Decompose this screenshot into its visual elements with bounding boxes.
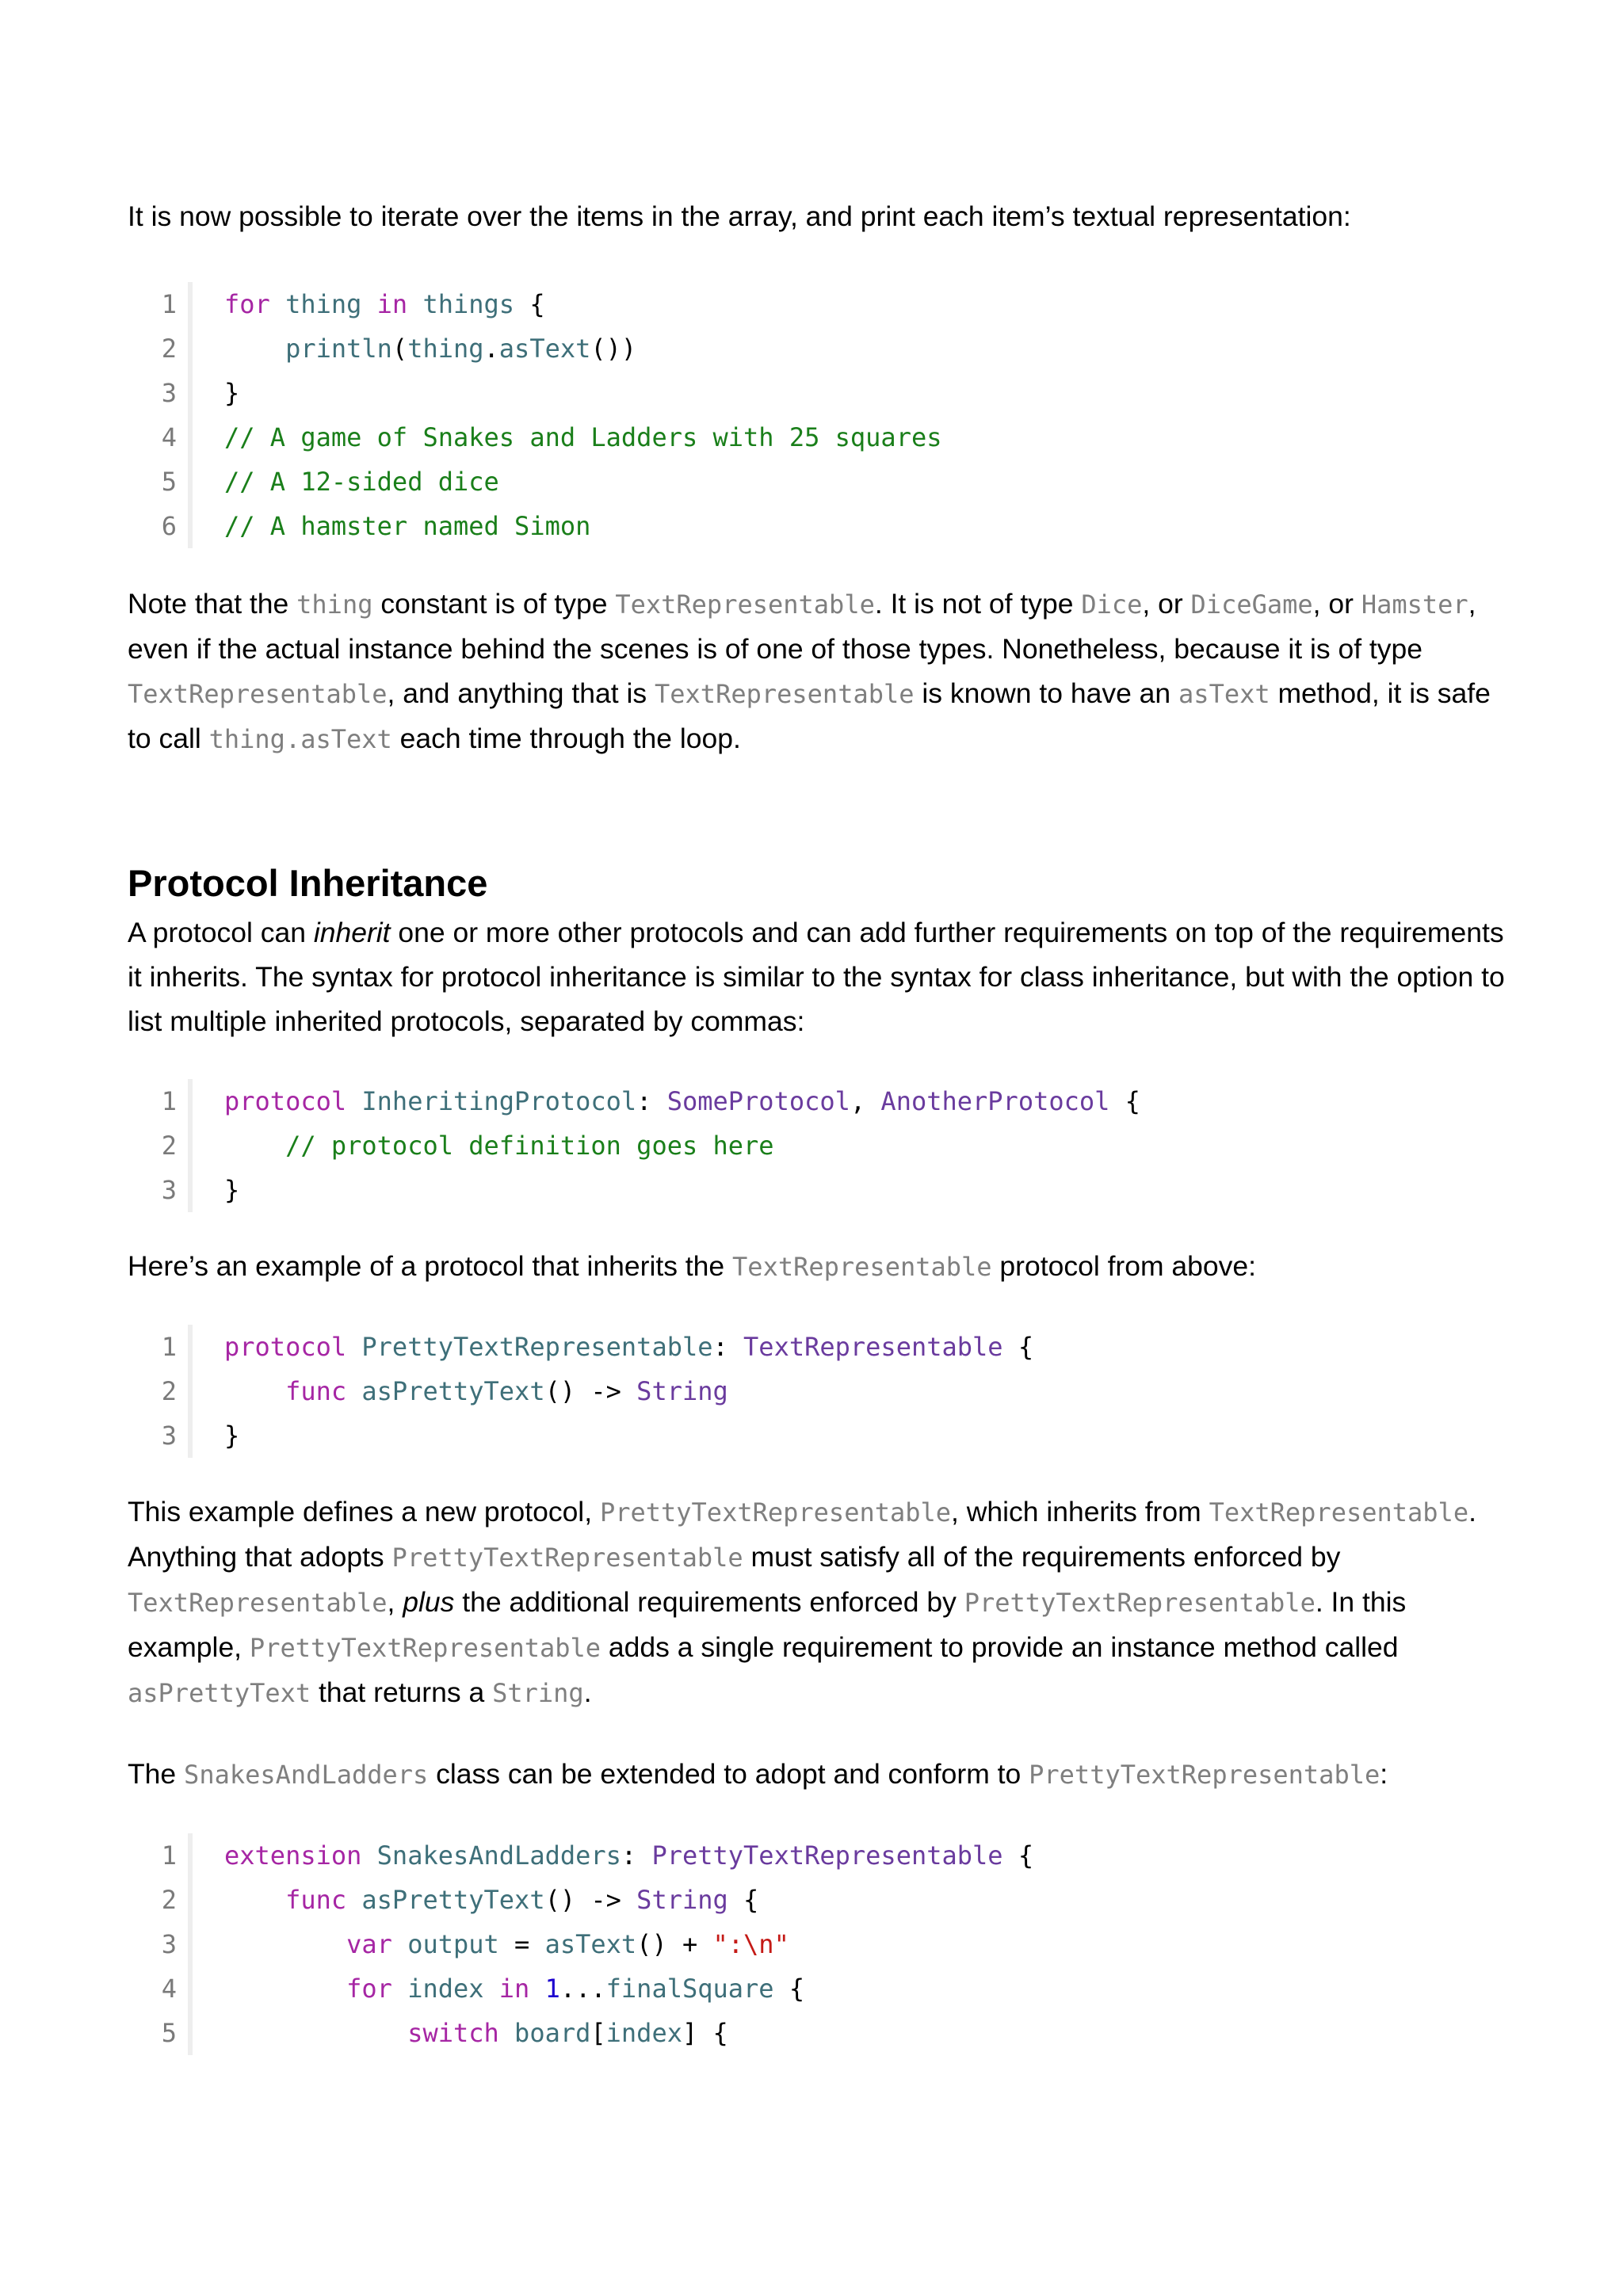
code-token: () + — [636, 1929, 713, 1959]
code-line — [224, 1413, 1033, 1458]
inline-code: TextRepresentable — [1209, 1497, 1469, 1527]
paragraph-snakes — [128, 1752, 1510, 1797]
code-token: { — [773, 1974, 805, 2004]
code-token: board — [514, 2018, 591, 2048]
code-token: // A 12-sided dice — [224, 467, 499, 497]
inline-code: Dice — [1081, 589, 1143, 620]
code-token: asPrettyText — [361, 1376, 545, 1406]
code-line — [224, 460, 941, 504]
code-token: PrettyTextRepresentable — [651, 1840, 1003, 1871]
paragraph-text: . Anything that adopts — [128, 1496, 1476, 1573]
code-token: [ — [590, 2018, 606, 2048]
inline-code: PrettyTextRepresentable — [249, 1633, 601, 1663]
inline-code: TextRepresentable — [128, 679, 388, 709]
code-token — [346, 1086, 361, 1116]
code-token: protocol — [224, 1332, 347, 1362]
inline-code: TextRepresentable — [732, 1252, 992, 1282]
code-token: SnakesAndLadders — [376, 1840, 621, 1871]
paragraph-example — [128, 1244, 1510, 1289]
paragraph-defines — [128, 1489, 1510, 1715]
code-token: : — [636, 1086, 667, 1116]
code-line — [224, 326, 941, 371]
code-lines — [193, 1079, 1140, 1212]
code-token: in — [376, 289, 408, 319]
paragraph-text: each time through the loop. — [391, 723, 741, 754]
code-lines — [193, 1833, 1033, 2055]
code-line — [224, 1369, 1033, 1413]
code-token: asPrettyText — [361, 1885, 545, 1915]
paragraph-text: The — [128, 1758, 185, 1790]
inline-code: thing.asText — [208, 724, 392, 754]
line-number-gutter — [128, 1833, 193, 2055]
paragraph-text: A protocol can — [128, 917, 314, 948]
code-token: extension — [224, 1840, 362, 1871]
paragraph-text: : — [1380, 1758, 1388, 1790]
inline-code: PrettyTextRepresentable — [964, 1588, 1316, 1618]
code-token: PrettyTextRepresentable — [361, 1332, 713, 1362]
line-number: 5 — [161, 467, 177, 497]
line-number: 5 — [161, 2018, 177, 2048]
paragraph-text: adds a single requirement to provide an instance method called — [601, 1631, 1399, 1663]
code-token — [346, 1376, 361, 1406]
inline-code: TextRepresentable — [655, 679, 915, 709]
code-lines — [193, 282, 941, 548]
inline-code: asPrettyText — [128, 1678, 311, 1708]
code-token: : — [712, 1332, 744, 1362]
paragraph-text: one or more other protocols and can add further requirements on top of the requirements it inherits. The syntax for protocol inheritance is similar to the syntax for class inheritance, but with the option to list multiple inherited protocols, separated by commas: — [128, 917, 1505, 1037]
code-line — [224, 415, 941, 460]
paragraph-text: . It is not of type — [874, 588, 1082, 620]
code-token: in — [498, 1974, 530, 2004]
line-number: 6 — [161, 511, 177, 541]
code-block-1 — [128, 282, 1510, 548]
code-token: for — [224, 289, 270, 319]
code-token — [529, 1974, 544, 2004]
code-token: asText — [498, 334, 591, 364]
code-block-3 — [128, 1325, 1510, 1458]
inline-code: TextRepresentable — [128, 1588, 388, 1618]
code-token — [361, 1840, 376, 1871]
code-token: ... — [559, 1974, 606, 2004]
emphasis-text: inherit — [313, 917, 391, 948]
paragraph-text: , or — [1312, 588, 1361, 620]
code-token — [346, 1885, 361, 1915]
section-heading: Protocol Inheritance — [128, 862, 488, 904]
code-token — [224, 1376, 285, 1406]
code-token: { — [1002, 1332, 1034, 1362]
code-token — [392, 1929, 407, 1959]
code-token: // A hamster named Simon — [224, 511, 591, 541]
paragraph-iterate: It is now possible to iterate over the items in the array, and print each item’s textual representation: — [128, 200, 1351, 232]
code-line — [224, 2011, 1033, 2055]
paragraph-text: , and anything that is — [387, 677, 655, 709]
code-token: index — [407, 1974, 484, 2004]
line-number: 4 — [161, 422, 177, 452]
line-number: 2 — [161, 334, 177, 364]
code-token: println — [285, 334, 392, 364]
paragraph-note — [128, 582, 1510, 761]
code-token — [224, 1885, 285, 1915]
code-token: ] { — [682, 2018, 728, 2048]
code-token: for — [346, 1974, 392, 2004]
code-token: { — [514, 289, 545, 319]
line-number: 1 — [161, 1840, 177, 1871]
code-token: AnotherProtocol — [880, 1086, 1110, 1116]
inline-code: thing — [296, 589, 373, 620]
inline-code: PrettyTextRepresentable — [391, 1543, 743, 1573]
code-token: thing — [407, 334, 484, 364]
paragraph-text: . — [583, 1676, 592, 1708]
code-token: 1 — [544, 1974, 560, 2004]
code-token: } — [224, 1175, 240, 1205]
code-token: , — [850, 1086, 881, 1116]
code-token — [224, 1131, 285, 1161]
inline-code: asText — [1178, 679, 1270, 709]
paragraph-text: method, it is safe to call — [128, 677, 1491, 754]
code-line — [224, 371, 941, 415]
line-number: 1 — [161, 1086, 177, 1116]
inline-code: Hamster — [1361, 589, 1468, 620]
code-token: func — [285, 1885, 347, 1915]
line-number-gutter — [128, 1079, 193, 1212]
code-block-2 — [128, 1079, 1510, 1212]
code-block-4 — [128, 1833, 1510, 2055]
paragraph-text: , or — [1142, 588, 1191, 620]
code-token: things — [422, 289, 515, 319]
paragraph-text: Here’s an example of a protocol that inherits the — [128, 1250, 733, 1282]
code-token — [499, 2018, 514, 2048]
paragraph-text: must satisfy all of the requirements enforced by — [743, 1541, 1341, 1573]
code-token: TextRepresentable — [743, 1332, 1003, 1362]
code-token: ( — [391, 334, 408, 364]
paragraph-text: the additional requirements enforced by — [454, 1586, 964, 1618]
code-token: SomeProtocol — [666, 1086, 850, 1116]
code-token: switch — [407, 2018, 499, 2048]
inline-code: SnakesAndLadders — [184, 1760, 429, 1790]
code-token: finalSquare — [605, 1974, 774, 2004]
code-line — [224, 1878, 1033, 1922]
code-token: protocol — [224, 1086, 347, 1116]
code-token: { — [1002, 1840, 1034, 1871]
code-token: InheritingProtocol — [361, 1086, 637, 1116]
code-token: } — [224, 378, 240, 408]
code-token: { — [1109, 1086, 1140, 1116]
code-token: thing — [285, 289, 362, 319]
code-token — [407, 289, 422, 319]
line-number-gutter — [128, 282, 193, 548]
paragraph-text: , even if the actual instance behind the scenes is of one of those types. Nonetheless, because it is of type — [128, 588, 1476, 665]
line-number: 1 — [161, 289, 177, 319]
paragraph-protocol-inherit — [128, 910, 1510, 1043]
paragraph-text: , which inherits from — [951, 1496, 1209, 1527]
inline-code: PrettyTextRepresentable — [599, 1497, 952, 1527]
code-line — [224, 504, 941, 548]
code-token: { — [727, 1885, 759, 1915]
code-token — [392, 1974, 407, 2004]
code-token — [270, 289, 285, 319]
line-number: 3 — [161, 1175, 177, 1205]
code-token — [224, 1929, 346, 1959]
code-token: String — [636, 1376, 728, 1406]
code-token: // protocol definition goes here — [285, 1131, 774, 1161]
code-line — [224, 1123, 1140, 1168]
code-token — [484, 1974, 499, 2004]
line-number-gutter — [128, 1325, 193, 1458]
code-token: () -> — [544, 1376, 637, 1406]
code-token — [361, 289, 376, 319]
code-lines — [193, 1325, 1033, 1458]
code-token: index — [605, 2018, 682, 2048]
code-token — [224, 334, 285, 364]
code-token: String — [636, 1885, 728, 1915]
code-token: = — [498, 1929, 545, 1959]
paragraph-text: . In this example, — [128, 1586, 1407, 1663]
inline-code: DiceGame — [1190, 589, 1313, 620]
line-number: 2 — [161, 1885, 177, 1915]
paragraph-text: Note that the — [128, 588, 297, 620]
code-token — [346, 1332, 361, 1362]
line-number: 3 — [161, 1421, 177, 1451]
line-number: 1 — [161, 1332, 177, 1362]
code-token: var — [346, 1929, 392, 1959]
line-number: 3 — [161, 378, 177, 408]
code-line — [224, 282, 941, 326]
code-line — [224, 1168, 1140, 1212]
paragraph-text: that returns a — [311, 1676, 493, 1708]
paragraph-text: is known to have an — [914, 677, 1179, 709]
line-number: 3 — [161, 1929, 177, 1959]
inline-code: PrettyTextRepresentable — [1029, 1760, 1381, 1790]
code-line — [224, 1079, 1140, 1123]
paragraph-text: protocol from above: — [991, 1250, 1257, 1282]
code-token: () -> — [544, 1885, 637, 1915]
line-number: 2 — [161, 1131, 177, 1161]
code-token: } — [224, 1421, 240, 1451]
code-token: // A game of Snakes and Ladders with 25 squares — [224, 422, 942, 452]
code-line — [224, 1966, 1033, 2011]
code-line — [224, 1922, 1033, 1966]
code-token: ":\n" — [712, 1929, 789, 1959]
code-token: output — [407, 1929, 499, 1959]
paragraph-text: class can be extended to adopt and conform to — [428, 1758, 1029, 1790]
paragraph-text: constant is of type — [372, 588, 616, 620]
document-content — [128, 194, 1510, 2055]
line-number: 2 — [161, 1376, 177, 1406]
code-token: asText — [544, 1929, 637, 1959]
code-token: func — [285, 1376, 347, 1406]
paragraph-text: This example defines a new protocol, — [128, 1496, 600, 1527]
paragraph-text: , — [387, 1586, 403, 1618]
line-number: 4 — [161, 1974, 177, 2004]
inline-code: String — [492, 1678, 584, 1708]
code-line — [224, 1325, 1033, 1369]
code-token: ()) — [590, 334, 637, 364]
code-token: . — [483, 334, 499, 364]
emphasis-text: plus — [403, 1586, 455, 1618]
code-line — [224, 1833, 1033, 1878]
code-token — [224, 2018, 407, 2048]
inline-code: TextRepresentable — [615, 589, 875, 620]
code-token: : — [621, 1840, 652, 1871]
code-token — [224, 1974, 346, 2004]
